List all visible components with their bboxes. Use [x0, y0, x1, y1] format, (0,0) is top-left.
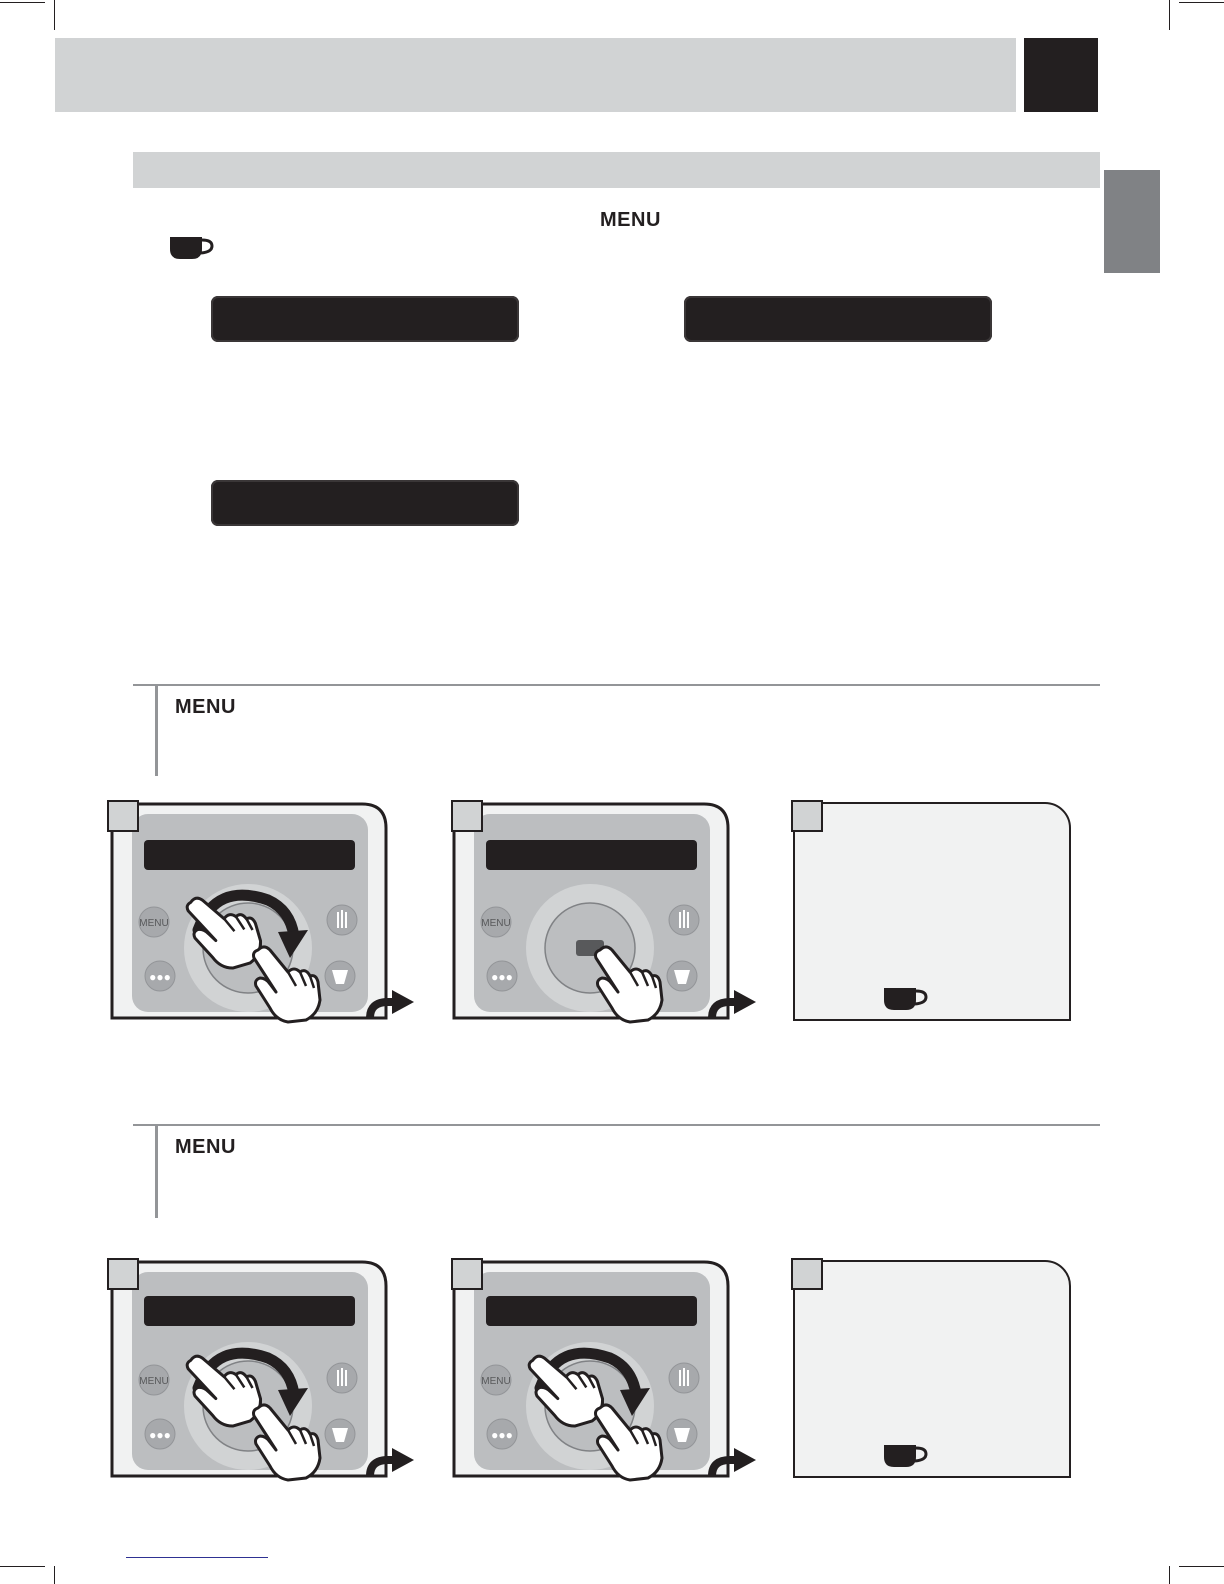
note-divider — [133, 684, 1100, 686]
cup-icon — [882, 1443, 930, 1469]
control-panel-press — [450, 800, 760, 1024]
crop-mark — [0, 2, 45, 3]
svg-text:●●●: ●●● — [149, 970, 171, 984]
panel-display — [486, 1296, 697, 1326]
footer-link-underline[interactable] — [126, 1557, 268, 1558]
steam-button — [327, 1363, 357, 1393]
step-number-box — [791, 1258, 823, 1290]
crop-mark — [1179, 2, 1224, 3]
menu-button — [139, 907, 169, 937]
beans-button — [487, 1419, 517, 1449]
step-number-box — [107, 1258, 139, 1290]
display-screen — [211, 296, 519, 342]
menu-button — [139, 1365, 169, 1395]
language-tab — [1104, 170, 1160, 273]
svg-text:MENU: MENU — [481, 918, 511, 929]
beans-button — [145, 961, 175, 991]
note-menu-label: MENU — [175, 696, 236, 718]
step-number-box — [451, 800, 483, 832]
display-screen — [211, 480, 519, 526]
control-panel-rotate-press — [108, 800, 418, 1024]
svg-text:MENU: MENU — [481, 1376, 511, 1387]
section-title-bar — [133, 152, 1100, 188]
crop-mark — [54, 0, 55, 30]
svg-text:MENU: MENU — [139, 918, 169, 929]
steam-button — [669, 905, 699, 935]
step-number-box — [791, 800, 823, 832]
cup-icon — [168, 235, 216, 261]
panel-display — [144, 1296, 355, 1326]
hot-water-button — [667, 1419, 697, 1449]
step-number-box — [107, 800, 139, 832]
note-bar — [155, 1126, 158, 1218]
svg-text:●●●: ●●● — [491, 1428, 513, 1442]
panel-display — [144, 840, 355, 870]
menu-button-label: MENU — [600, 209, 661, 231]
crop-mark — [1169, 0, 1170, 30]
note-menu-label: MENU — [175, 1136, 236, 1158]
hot-water-button — [325, 961, 355, 991]
beans-button — [487, 961, 517, 991]
step-number-box — [451, 1258, 483, 1290]
crop-mark — [1169, 1566, 1170, 1584]
header-band — [55, 38, 1016, 112]
result-panel — [793, 802, 1071, 1021]
svg-text:●●●: ●●● — [149, 1428, 171, 1442]
note-divider — [133, 1124, 1100, 1126]
hot-water-button — [667, 961, 697, 991]
cup-icon — [882, 986, 930, 1012]
menu-button — [481, 1365, 511, 1395]
result-panel — [793, 1260, 1071, 1478]
menu-button — [481, 907, 511, 937]
beans-button — [145, 1419, 175, 1449]
note-bar — [155, 686, 158, 776]
svg-text:●●●: ●●● — [491, 970, 513, 984]
crop-mark — [0, 1566, 45, 1567]
display-screen — [684, 296, 992, 342]
svg-text:MENU: MENU — [139, 1376, 169, 1387]
control-panel-rotate-press — [108, 1258, 418, 1482]
control-panel-rotate-press — [450, 1258, 760, 1482]
crop-mark — [54, 1566, 55, 1584]
chapter-block — [1024, 38, 1098, 112]
steam-button — [669, 1363, 699, 1393]
steam-button — [327, 905, 357, 935]
panel-display — [486, 840, 697, 870]
hot-water-button — [325, 1419, 355, 1449]
crop-mark — [1179, 1566, 1224, 1567]
